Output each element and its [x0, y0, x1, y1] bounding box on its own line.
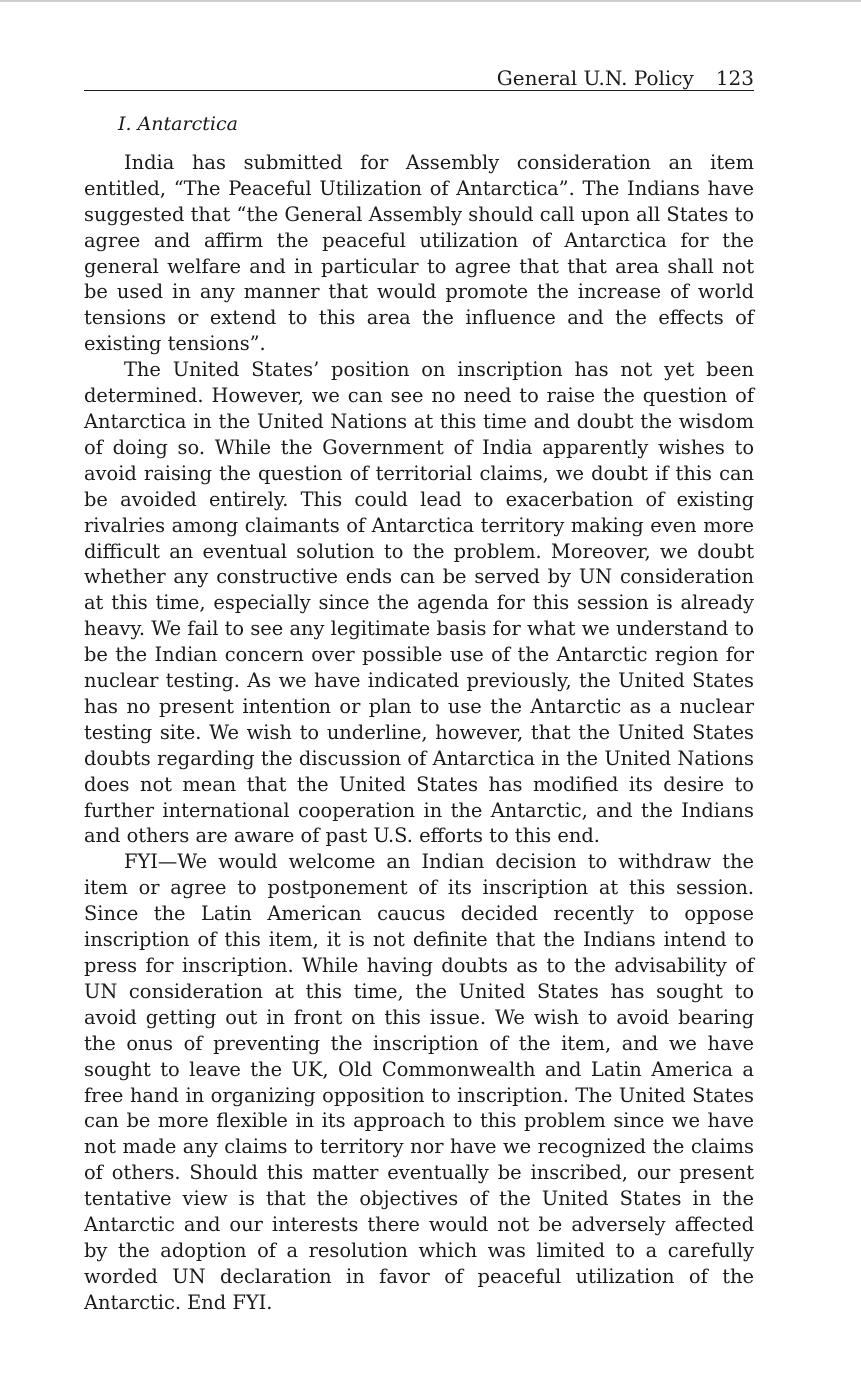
document-body [84, 112, 754, 1316]
page-number: 123 [715, 66, 754, 90]
section-heading: I. Antarctica [118, 113, 238, 135]
paragraph-us-position: The United States’ position on inscription has not yet been determined. However, we can see no need to raise the question of Antarctica in the United Nations at this time and doubt the wisdom of doing so. While the Government of India apparently wishes to avoid raising the question of territorial claims, we doubt if this can be avoided entirely. This could lead to exacerbation of existing rivalries among claimants of Antarctica territory making even more difficult an eventual solution to the problem. Moreover, we doubt whether any constructive ends can be served by UN consideration at this time, especially since the agenda for this session is already heavy. We fail to see any legitimate basis for what we understand to be the Indian concern over possible use of the Antarctic region for nuclear testing. As we have indicated previously, the United States has no present intention or plan to use the Antarctic as a nuclear testing site. We wish to underline, however, that the United States doubts regarding the discussion of Antarctica in the United Nations does not mean that the United States has modified its desire to further international cooperation in the Antarctic, and the Indians and others are aware of past U.S. efforts to this end. [84, 358, 754, 848]
paragraph-india-item: India has submitted for Assembly consideration an item entitled, “The Peaceful Utilization of Antarctica”. The Indians have suggested that “the General Assembly should call upon all States to agree and affirm the peaceful utilization of Antarctica for the general welfare and in particular to agree that that area shall not be used in any manner that would promote the increase of world tensions or extend to this area the influence and the effects of existing tensions”. [84, 150, 754, 356]
running-header-title: General U.N. Policy [496, 66, 694, 90]
page-top-edge [0, 0, 861, 2]
paragraph-fyi: FYI—We would welcome an Indian decision to withdraw the item or agree to postponement of its inscription at this session. Since the Latin American caucus decided recently to oppose inscription of this item, it is not definite that the Indians intend to press for inscription. While having doubts as to the advisability of UN consideration at this time, the United States has sought to avoid getting out in front on this issue. We wish to avoid bearing the onus of preventing the inscription of the item, and we have sought to leave the UK, Old Commonwealth and Latin America a free hand in organizing opposition to inscription. The United States can be more flexible in its approach to this problem since we have not made any claims to territory nor have we recognized the claims of others. Should this matter eventually be inscribed, our present tentative view is that the objectives of the United States in the Antarctic and our interests there would not be adversely affected by the adoption of a resolution which was limited to a carefully worded UN declaration in favor of peaceful utilization of the Antarctic. End FYI. [84, 850, 754, 1314]
running-header [84, 62, 754, 91]
